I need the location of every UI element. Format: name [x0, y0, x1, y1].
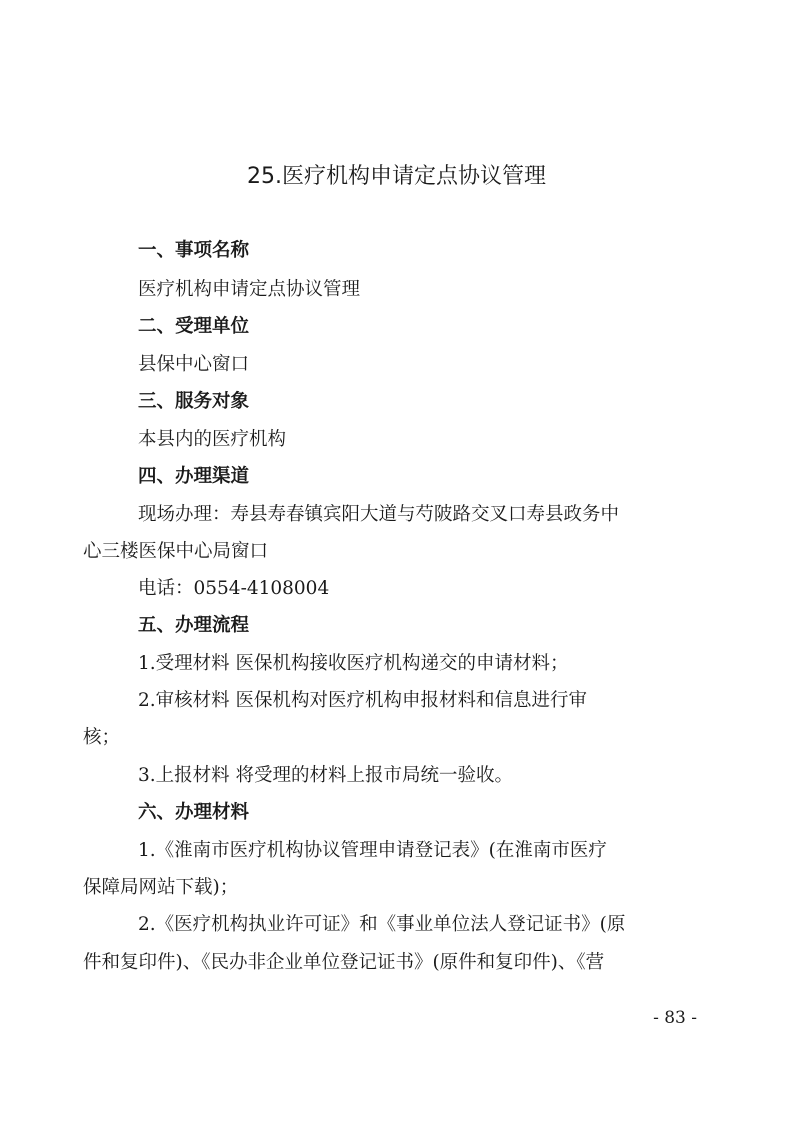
phone-text: 电话：0554-4108004 — [138, 578, 330, 599]
service-target-text: 本县内的医疗机构 — [138, 429, 287, 450]
page-number: - 83 - — [653, 1008, 697, 1028]
onsite-address-line-2: 心三楼医保中心局窗口 — [83, 541, 269, 562]
section-heading-channel: 四、办理渠道 — [138, 466, 250, 487]
section-heading-item-name: 一、事项名称 — [138, 240, 250, 261]
item-name-text: 医疗机构申请定点协议管理 — [138, 279, 361, 300]
materials-item-1-line-1: 1.《淮南市医疗机构协议管理申请登记表》(在淮南市医疗 — [138, 840, 607, 861]
onsite-address-line-1: 现场办理：寿县寿春镇宾阳大道与芍陂路交叉口寿县政务中 — [138, 504, 620, 525]
process-step-2-line-1: 2.审核材料 医保机构对医疗机构申报材料和信息进行审 — [138, 690, 588, 711]
materials-item-1-line-2: 保障局网站下载)； — [83, 877, 239, 898]
document-title: 25.医疗机构申请定点协议管理 — [247, 164, 546, 189]
process-step-1: 1.受理材料 医保机构接收医疗机构递交的申请材料； — [138, 653, 569, 674]
materials-item-2-line-1: 2.《医疗机构执业许可证》和《事业单位法人登记证书》(原 — [138, 914, 626, 935]
section-heading-materials: 六、办理材料 — [138, 802, 250, 823]
section-heading-service-target: 三、服务对象 — [138, 391, 250, 412]
accepting-unit-text: 县保中心窗口 — [138, 354, 250, 375]
process-step-2-line-2: 核； — [83, 727, 121, 748]
process-step-3: 3.上报材料 将受理的材料上报市局统一验收。 — [138, 765, 514, 786]
materials-item-2-line-2: 件和复印件)、《民办非企业单位登记证书》(原件和复印件)、《营 — [83, 952, 605, 973]
section-heading-accepting-unit: 二、受理单位 — [138, 316, 250, 337]
section-heading-process: 五、办理流程 — [138, 615, 250, 636]
